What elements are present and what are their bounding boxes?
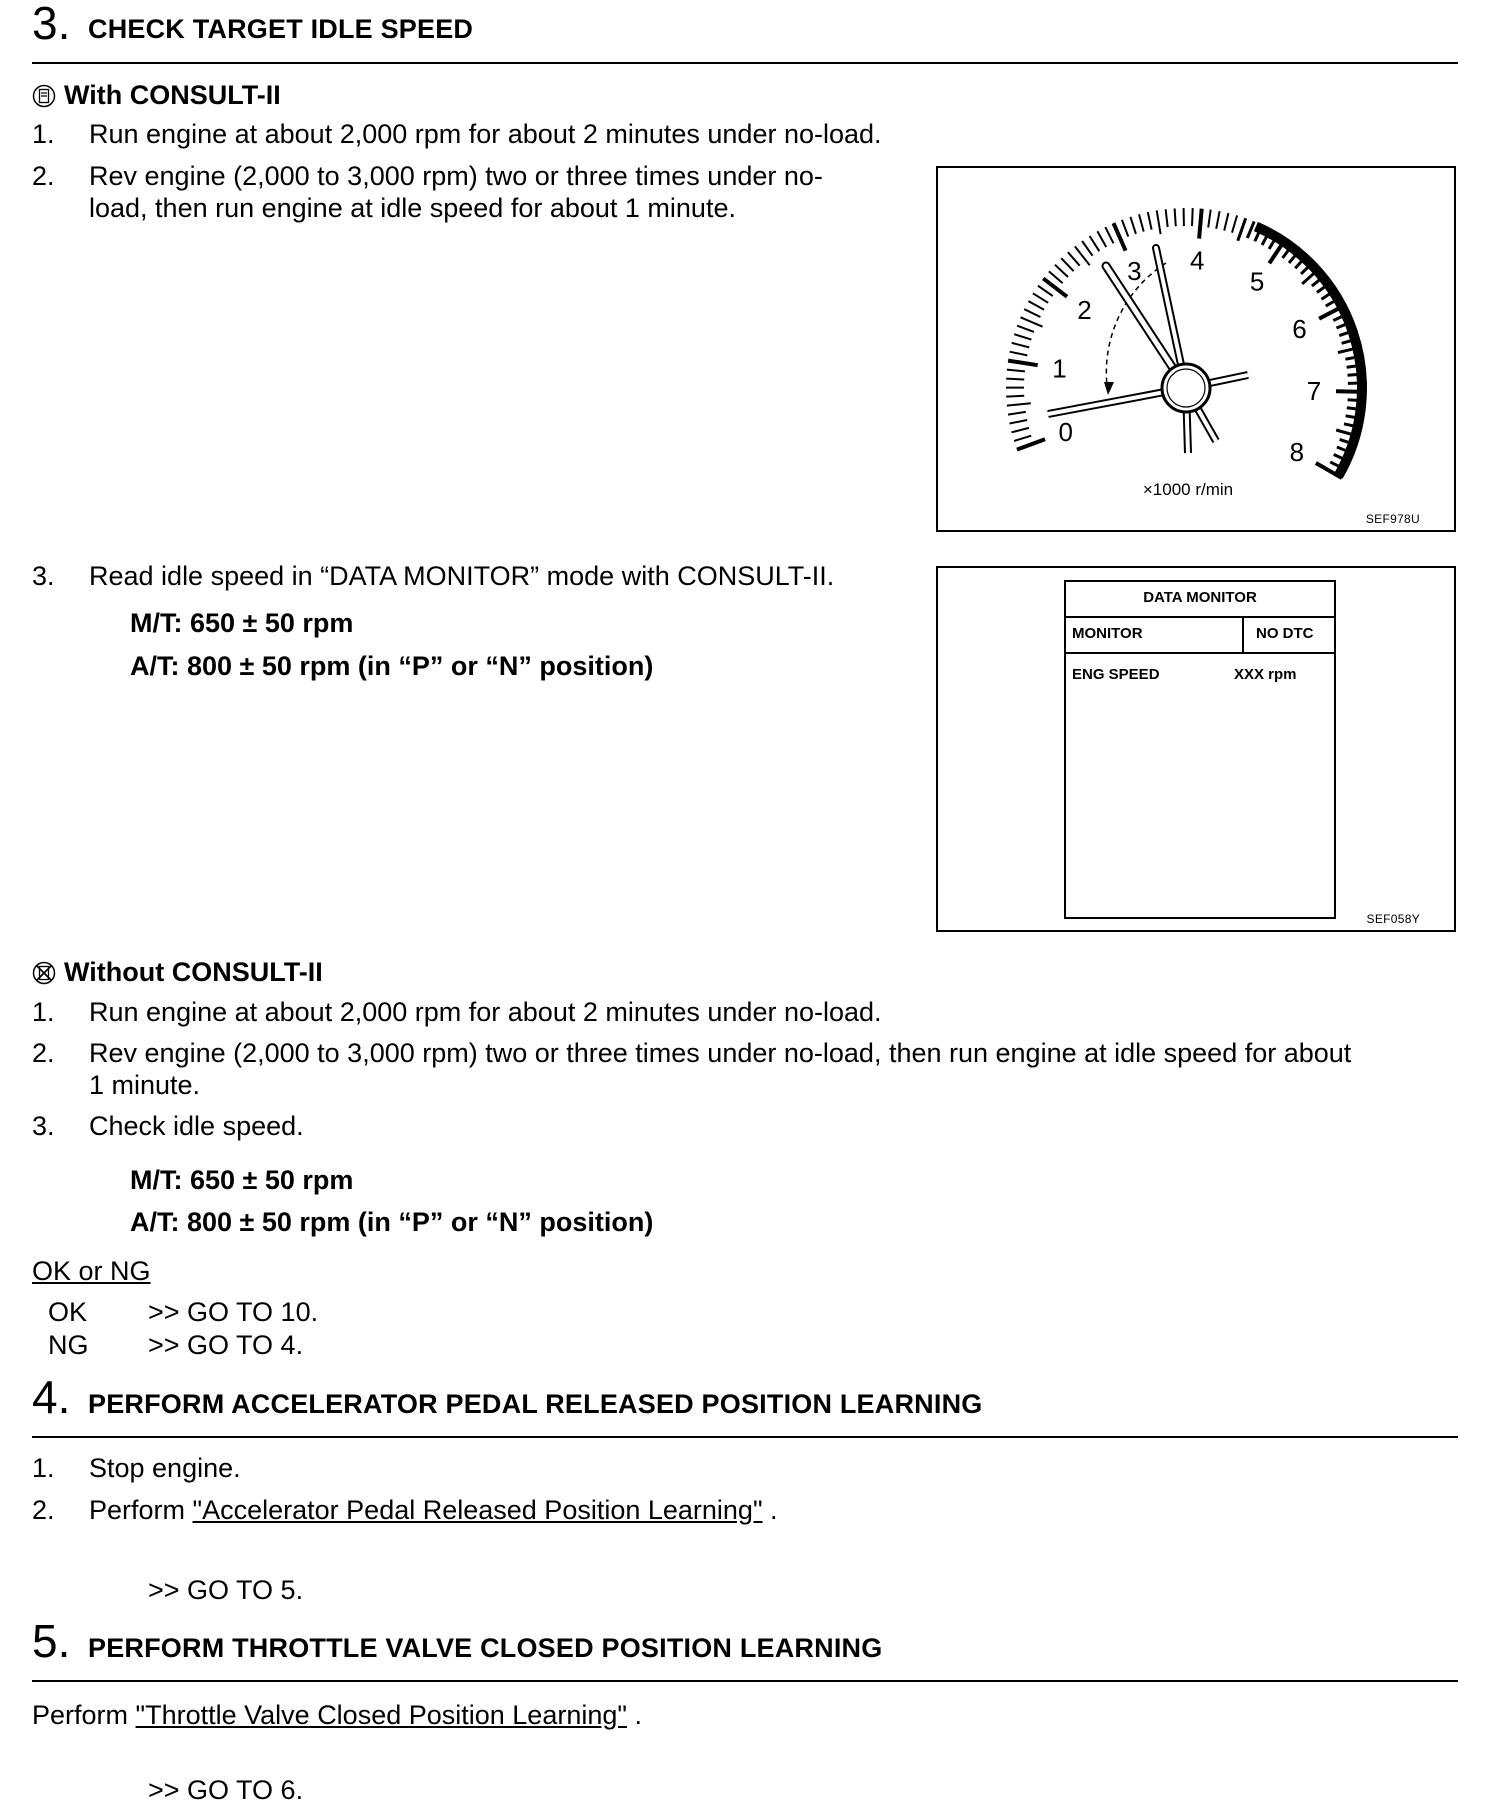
gauge-tick <box>1232 215 1237 232</box>
without-consult-heading <box>32 957 323 988</box>
no-consult-icon <box>32 961 56 985</box>
section-header-5 <box>32 1618 1458 1682</box>
gauge-tick <box>1090 236 1100 251</box>
ng-goto: >> GO TO 4. <box>148 1330 303 1361</box>
gauge-tick <box>1007 370 1025 372</box>
with-consult-label: With CONSULT-II <box>64 80 281 110</box>
gauge-tick <box>1224 213 1228 231</box>
gauge-number: 2 <box>1077 295 1091 325</box>
gauge-tick <box>1007 403 1031 405</box>
goto-5: >> GO TO 5. <box>148 1575 303 1606</box>
step-text: Run engine at about 2,000 rpm for about 2 minutes under no-load. <box>89 118 882 150</box>
gauge-tick <box>1024 309 1040 317</box>
section-header-4 <box>32 1374 1458 1438</box>
tachometer-gauge <box>938 168 1454 530</box>
goto-6: >> GO TO 6. <box>148 1775 303 1806</box>
step-text: Check idle speed. <box>89 1110 304 1142</box>
gauge-tick <box>1008 361 1038 366</box>
gauge-tick <box>1012 428 1030 432</box>
gauge-tick <box>1082 241 1092 256</box>
gauge-tick <box>1238 218 1246 241</box>
tachometer-figure <box>936 166 1456 532</box>
gauge-tick <box>1192 208 1193 226</box>
step-text: Stop engine. <box>89 1452 241 1484</box>
data-monitor-screen <box>1064 580 1336 919</box>
gauge-tick <box>1014 436 1031 441</box>
gauge-tick <box>1166 209 1168 227</box>
arrow-head-icon <box>1104 382 1114 395</box>
section-header-3 <box>32 0 1458 64</box>
step-number: 2. <box>32 1037 55 1069</box>
gauge-tick <box>1010 420 1028 424</box>
gauge-tick <box>1157 210 1161 234</box>
step-text <box>89 1494 778 1526</box>
gauge-tick <box>1012 343 1029 348</box>
figure-code: SEF058Y <box>1367 912 1420 926</box>
ok-ng-label: OK or NG <box>32 1256 151 1287</box>
section-title: PERFORM THROTTLE VALVE CLOSED POSITION LEARNING <box>88 1633 882 1664</box>
gauge-tick <box>1033 293 1048 303</box>
gauge-tick <box>1028 301 1044 310</box>
gauge-tick <box>1139 214 1144 231</box>
accelerator-pedal-learning-link[interactable]: "Accelerator Pedal Released Position Learning" <box>193 1495 763 1525</box>
gauge-number: 5 <box>1250 267 1264 297</box>
gauge-tick <box>1014 334 1031 339</box>
step-text-suffix: . <box>627 1700 642 1730</box>
section-title: CHECK TARGET IDLE SPEED <box>88 14 473 45</box>
ok-goto: >> GO TO 10. <box>148 1297 318 1328</box>
gauge-number: 3 <box>1127 256 1141 286</box>
step-text: Rev engine (2,000 to 3,000 rpm) two or three times under no- <box>89 160 823 192</box>
consult-icon <box>32 84 56 108</box>
throttle-valve-learning-link[interactable]: "Throttle Valve Closed Position Learning" <box>136 1700 627 1730</box>
step-number: 1. <box>32 996 55 1028</box>
gauge-tick <box>1043 278 1067 296</box>
spec-at: A/T: 800 ± 50 rpm (in “P” or “N” position) <box>130 651 653 682</box>
gauge-tick <box>1006 379 1024 380</box>
gauge-tick <box>1017 326 1034 332</box>
step-text-prefix: Perform <box>32 1700 136 1730</box>
figure-code: SEF978U <box>1366 512 1420 526</box>
data-monitor-title: DATA MONITOR <box>1066 582 1334 618</box>
gauge-tick <box>1049 271 1063 283</box>
monitor-label: MONITOR <box>1072 625 1143 642</box>
gauge-number: 8 <box>1290 437 1304 467</box>
gauge-unit-label: ×1000 r/min <box>1143 480 1233 499</box>
gauge-tick <box>1105 227 1113 243</box>
step-text: Read idle speed in “DATA MONITOR” mode with CONSULT-II. <box>89 560 834 592</box>
gauge-number: 6 <box>1292 314 1306 344</box>
section-title: PERFORM ACCELERATOR PEDAL RELEASED POSITION LEARNING <box>88 1389 982 1420</box>
step-number: 3. <box>32 560 55 592</box>
gauge-tick <box>1068 252 1080 266</box>
no-dtc-label: NO DTC <box>1256 625 1314 642</box>
gauge-tick <box>1010 352 1028 356</box>
step-text: Run engine at about 2,000 rpm for about 2 minutes under no-load. <box>89 996 882 1028</box>
gauge-tick <box>1148 212 1152 230</box>
spec-at: A/T: 800 ± 50 rpm (in “P” or “N” position) <box>130 1207 653 1238</box>
gauge-tick <box>1130 217 1136 234</box>
step-number: 2. <box>32 160 55 192</box>
step-number: 3. <box>32 1110 55 1142</box>
gauge-tick <box>1006 396 1024 397</box>
step-text: 1 minute. <box>89 1069 200 1101</box>
step-text-suffix: . <box>763 1495 778 1525</box>
gauge-tick <box>1017 439 1045 449</box>
ok-key: OK <box>48 1297 87 1328</box>
gauge-number: 1 <box>1052 354 1066 384</box>
gauge-tick <box>1216 211 1219 229</box>
step-number: 2. <box>32 1494 55 1526</box>
step-text: Rev engine (2,000 to 3,000 rpm) two or three times under no-load, then run engine at idle speed for about <box>89 1037 1351 1069</box>
spec-mt: M/T: 650 ± 50 rpm <box>130 1165 353 1196</box>
section-number: 3. <box>32 0 70 46</box>
ng-key: NG <box>48 1330 89 1361</box>
with-consult-heading <box>32 80 281 111</box>
section-number: 4. <box>32 1374 70 1420</box>
gauge-tick <box>1175 208 1176 226</box>
gauge-tick <box>1008 412 1026 415</box>
data-monitor-figure <box>936 566 1456 932</box>
gauge-tick <box>1038 286 1053 296</box>
spec-mt: M/T: 650 ± 50 rpm <box>130 608 353 639</box>
step-number: 1. <box>32 1452 55 1484</box>
gauge-tick <box>1208 210 1211 228</box>
gauge-number: 4 <box>1190 246 1204 276</box>
gauge-tick <box>1055 265 1068 277</box>
eng-speed-value: XXX rpm <box>1234 666 1297 683</box>
gauge-tick <box>1199 209 1202 239</box>
gauge-number: 0 <box>1058 417 1072 447</box>
section5-text <box>32 1699 642 1731</box>
gauge-tick <box>1122 220 1128 237</box>
step-text: load, then run engine at idle speed for about 1 minute. <box>89 192 736 224</box>
gauge-tick <box>1097 231 1106 247</box>
gauge-tick <box>1061 258 1074 271</box>
step-number: 1. <box>32 118 55 150</box>
step-text-prefix: Perform <box>89 1495 193 1525</box>
gauge-tick <box>1021 317 1043 326</box>
data-monitor-header-row <box>1066 616 1334 654</box>
without-consult-label: Without CONSULT-II <box>64 957 323 987</box>
gauge-tick <box>1247 221 1254 238</box>
eng-speed-label: ENG SPEED <box>1072 666 1160 683</box>
section-number: 5. <box>32 1618 70 1664</box>
gauge-number: 7 <box>1307 376 1321 406</box>
